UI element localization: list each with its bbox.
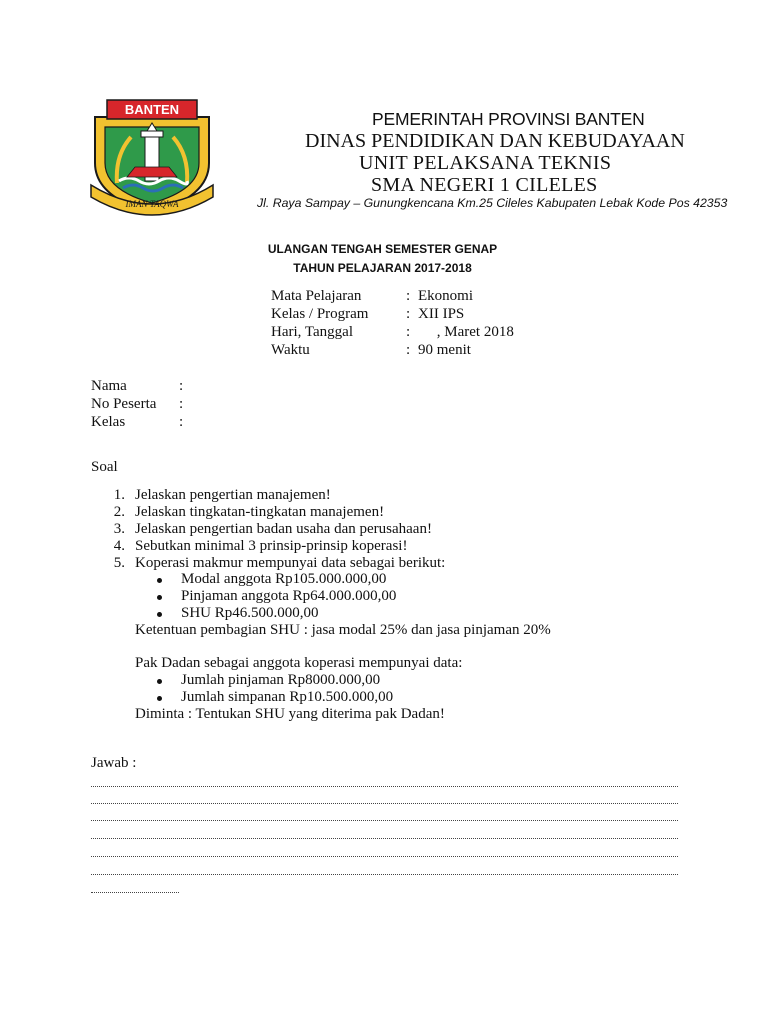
bullet-icon <box>157 578 162 583</box>
question-number: 1. <box>113 487 125 503</box>
shu-rule-text: Ketentuan pembagian SHU : jasa modal 25% dan jasa pinjaman 20% <box>135 622 551 638</box>
answer-line[interactable] <box>91 892 179 894</box>
answer-line[interactable] <box>91 838 678 840</box>
bullet-icon <box>157 679 162 684</box>
info-colon: : <box>406 288 411 304</box>
logo-motto-text: IMAN TAQWA <box>125 199 179 209</box>
task-text: Diminta : Tentukan SHU yang diterima pak Dadan! <box>135 706 445 722</box>
identity-colon: : <box>179 396 184 412</box>
info-label: Waktu <box>271 342 310 358</box>
school-address: Jl. Raya Sampay – Gunungkencana Km.25 Cileles Kabupaten Lebak Kode Pos 42353 <box>257 196 728 210</box>
question-number: 3. <box>113 521 125 537</box>
info-colon: : <box>406 306 411 322</box>
answer-line[interactable] <box>91 786 678 788</box>
info-colon: : <box>406 342 411 358</box>
bullet-text: Jumlah simpanan Rp10.500.000,00 <box>181 689 394 705</box>
info-value: XII IPS <box>418 306 465 322</box>
bullet-text: Modal anggota Rp105.000.000,00 <box>181 571 387 587</box>
answer-label: Jawab : <box>91 755 137 771</box>
question-text: Koperasi makmur mempunyai data sebagai berikut: <box>135 555 446 571</box>
question-text: Jelaskan pengertian badan usaha dan perusahaan! <box>135 521 432 537</box>
identity-colon: : <box>179 414 184 430</box>
answer-line[interactable] <box>91 803 678 805</box>
info-value: 90 menit <box>418 342 471 358</box>
logo-banner-text: BANTEN <box>124 102 180 117</box>
banten-emblem-logo <box>87 93 217 217</box>
bullet-text: SHU Rp46.500.000,00 <box>181 605 319 621</box>
bullet-icon <box>157 612 162 617</box>
question-number: 2. <box>113 504 125 520</box>
question-text: Jelaskan tingkatan-tingkatan manajemen! <box>135 504 385 520</box>
info-label: Kelas / Program <box>271 306 369 322</box>
bullet-icon <box>157 696 162 701</box>
questions-heading: Soal <box>91 459 118 475</box>
exam-title: ULANGAN TENGAH SEMESTER GENAP <box>267 242 498 256</box>
government-name: PEMERINTAH PROVINSI BANTEN <box>372 109 645 129</box>
identity-label: Nama <box>91 378 127 394</box>
bullet-icon <box>157 595 162 600</box>
info-colon: : <box>406 324 411 340</box>
unit-name: UNIT PELAKSANA TEKNIS <box>359 152 612 174</box>
bullet-text: Jumlah pinjaman Rp8000.000,00 <box>181 672 381 688</box>
info-value: Ekonomi <box>418 288 473 304</box>
question-text: Sebutkan minimal 3 prinsip-prinsip koperasi! <box>135 538 408 554</box>
answer-line[interactable] <box>91 856 678 858</box>
identity-label: Kelas <box>91 414 126 430</box>
exam-year: TAHUN PELAJARAN 2017-2018 <box>293 261 472 275</box>
identity-label: No Peserta <box>91 396 157 412</box>
answer-line[interactable] <box>91 874 678 876</box>
question-text: Jelaskan pengertian manajemen! <box>135 487 331 503</box>
department-name: DINAS PENDIDIKAN DAN KEBUDAYAAN <box>305 130 685 152</box>
identity-colon: : <box>179 378 184 394</box>
question-number: 5. <box>113 555 125 571</box>
info-value: , Maret 2018 <box>418 324 514 340</box>
member-intro-text: Pak Dadan sebagai anggota koperasi mempunyai data: <box>135 655 463 671</box>
info-label: Mata Pelajaran <box>271 288 362 304</box>
bullet-text: Pinjaman anggota Rp64.000.000,00 <box>181 588 397 604</box>
info-label: Hari, Tanggal <box>271 324 353 340</box>
answer-line[interactable] <box>91 820 678 822</box>
school-name: SMA NEGERI 1 CILELES <box>371 174 598 196</box>
question-number: 4. <box>113 538 125 554</box>
